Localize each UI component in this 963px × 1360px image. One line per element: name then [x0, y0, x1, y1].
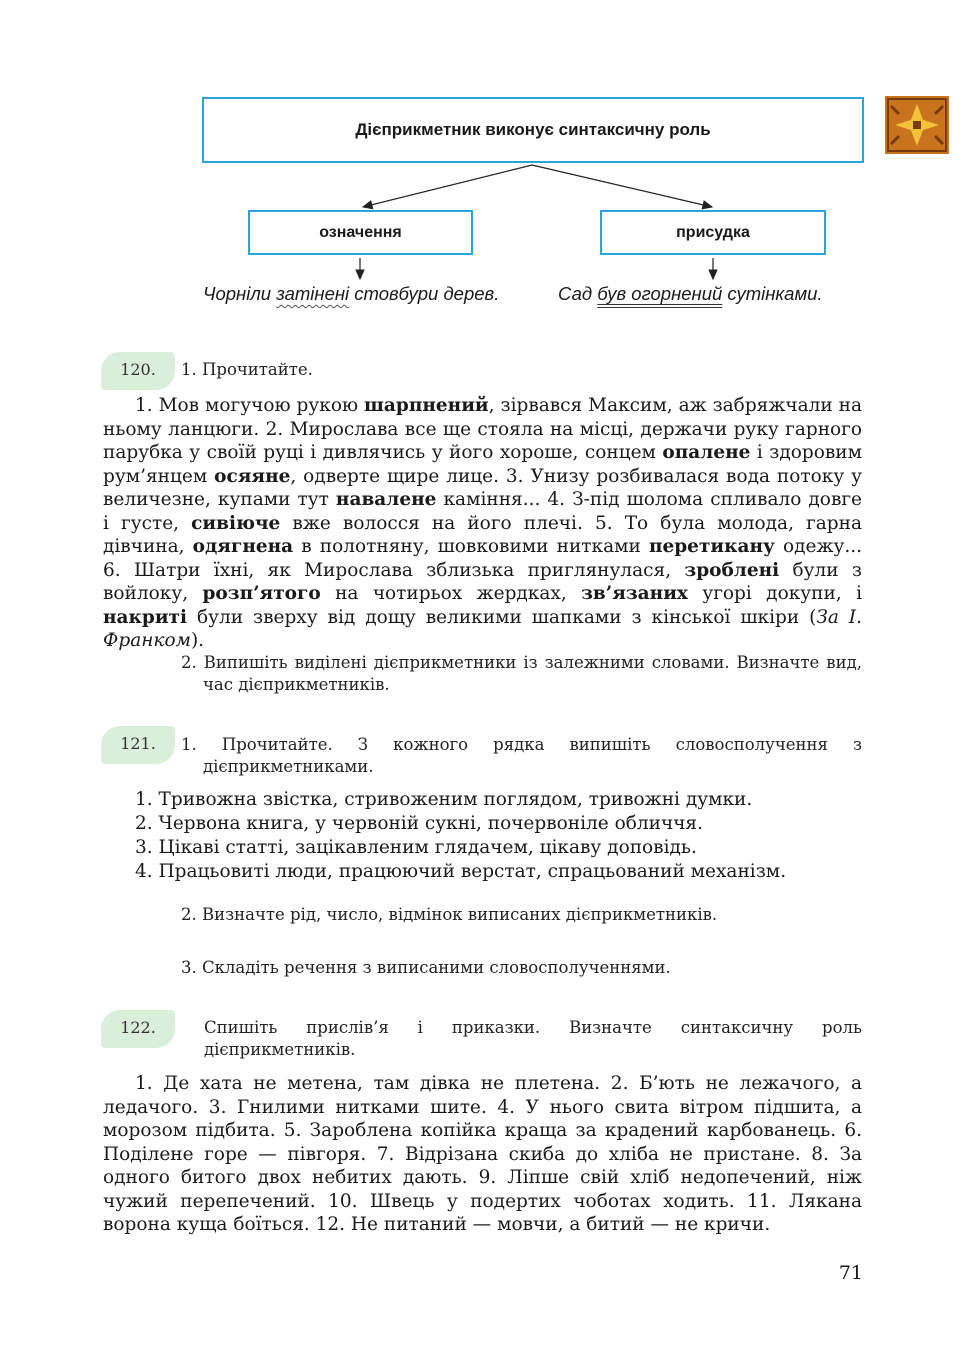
text-segment: вже волосся на його плечі. 5. То була молода, гарна дівчина, [103, 512, 862, 557]
highlighted-participle: осяяне [214, 465, 291, 487]
highlighted-participle: накриті [103, 606, 188, 628]
text-segment: , одверте щире лице. 3. Унизу розбивалася вода потоку у величезне, купами тут [103, 465, 862, 510]
example-predicate-post: сутінками. [722, 283, 823, 304]
example-attribute-pre: Чорніли [203, 283, 277, 304]
page-number: 71 [838, 1262, 863, 1284]
text-segment: одежу... 6. Шатри їхні, як Мирослава зблизька приглянулася, [103, 536, 863, 581]
list-item: 3. Цікаві статті, зацікавленим глядачем, цікаву доповідь. [135, 837, 697, 858]
exercise-122-text: 1. Де хата не метена, там дівка не плетена. 2. Б’ють не лежачого, а ледачого. 3. Гнилими нитками шите. 4. У нього свита вітром підшита, а морозом підбита. 5. Зароблена копійка краща за крадений карбованець. 6. Поділене горе — півгоря. 7. Відрізана скиба до хліба не пристане. 8. За одного битого двох небитих дають. 9. Лiпше свій хліб недопечений, ніж чужий перепечений. 10. Швець у подертих чоботах ходить. 11. Лякана ворона куща боїться. 12. Не питаний — мовчи, а битий — не кричи. [103, 1073, 862, 1235]
source-citation: За І. Франком [103, 606, 862, 651]
text-segment: на чотирьох жердках, [320, 583, 582, 604]
exercise-121-task1: 1. Прочитайте. З кожного рядка випишіть словосполучення з дієприкметниками. [181, 735, 862, 776]
text-segment: ). [190, 630, 205, 651]
branch-attribute-label: означення [319, 223, 402, 241]
text-segment: і здоровим рум’янцем [103, 442, 862, 487]
highlighted-participle: сивіюче [191, 512, 281, 534]
exercise-number-badge [101, 726, 175, 764]
exercise-120-number: 120. [120, 359, 156, 379]
exercise-number-badge [101, 352, 175, 390]
exercise-122-task: Спишіть прислів’я і приказки. Визначте синтаксичну роль дієприкметників. [204, 1018, 862, 1059]
list-item: 1. Тривожна звістка, стривоженим поглядом, тривожні думки. [135, 789, 753, 810]
text-segment: були зверху від дощу великими шапками з кінської шкіри ( [187, 606, 817, 628]
highlighted-participle: розп’ятого [202, 583, 321, 604]
exercise-122-number: 122. [120, 1017, 156, 1037]
text-segment: каміння... 4. З-під шолома спливало довге і густе, [103, 489, 863, 534]
text-segment: угорі докупи, і [687, 583, 862, 604]
list-item: 2. Червона книга, у червоній сукні, почервоніле обличчя. [135, 813, 703, 834]
list-item: 4. Працьовиті люди, працюючий верстат, спрацьований механізм. [135, 861, 787, 882]
highlighted-participle: шарпнений [364, 395, 489, 416]
diagram-branch-predicate [600, 210, 826, 255]
exercise-121-task3: 3. Складіть речення з виписаними словосполученнями. [181, 958, 671, 977]
highlighted-participle: опалене [662, 442, 751, 463]
highlighted-participle: навалене [335, 489, 437, 510]
diagram-title: Дієприкметник виконує синтаксичну роль [355, 120, 711, 139]
text-segment: в полотняну, шовковими нитками [293, 536, 649, 557]
exercise-120-task1: 1. Прочитайте. [181, 360, 313, 379]
branch-predicate-label: присудка [676, 223, 750, 241]
text-segment: , зірвався Максим, аж забряжчали на ньому ланцюги. 2. Мирослава все ще стояла на місці, держачи руку гарного парубка у своїй руці і дивлячись у його хороше, сонцем [103, 395, 862, 463]
diagram-branch-attribute [248, 210, 473, 255]
diagram-title-box [202, 97, 864, 163]
exercise-120-task2: 2. Випишіть виділені дієприкметники із залежними словами. Визначте вид, час дієприкметників. [181, 653, 862, 694]
highlighted-participle: зв’язаних [581, 583, 688, 604]
example-predicate-marked: був огорнений [597, 283, 723, 304]
highlighted-participle: одягнена [192, 536, 294, 557]
exercise-number-badge [101, 1010, 175, 1048]
exercise-121-number: 121. [120, 733, 156, 753]
exercise-121-task2: 2. Визначте рід, число, відмінок виписаних дієприкметників. [181, 905, 718, 924]
example-attribute [203, 283, 499, 305]
highlighted-participle: зроблені [684, 559, 780, 581]
example-attribute-post: стовбури дерев. [349, 283, 500, 304]
example-attribute-marked: затінені [276, 283, 350, 304]
highlighted-participle: перетикану [648, 536, 775, 557]
example-predicate-pre: Сад [558, 283, 598, 304]
text-segment: 1. Мов могучою рукою [135, 395, 365, 416]
exercise-120-text [103, 394, 862, 653]
exercise-121-list [135, 788, 786, 884]
example-predicate [558, 283, 823, 305]
text-segment: були з войлоку, [103, 559, 862, 604]
